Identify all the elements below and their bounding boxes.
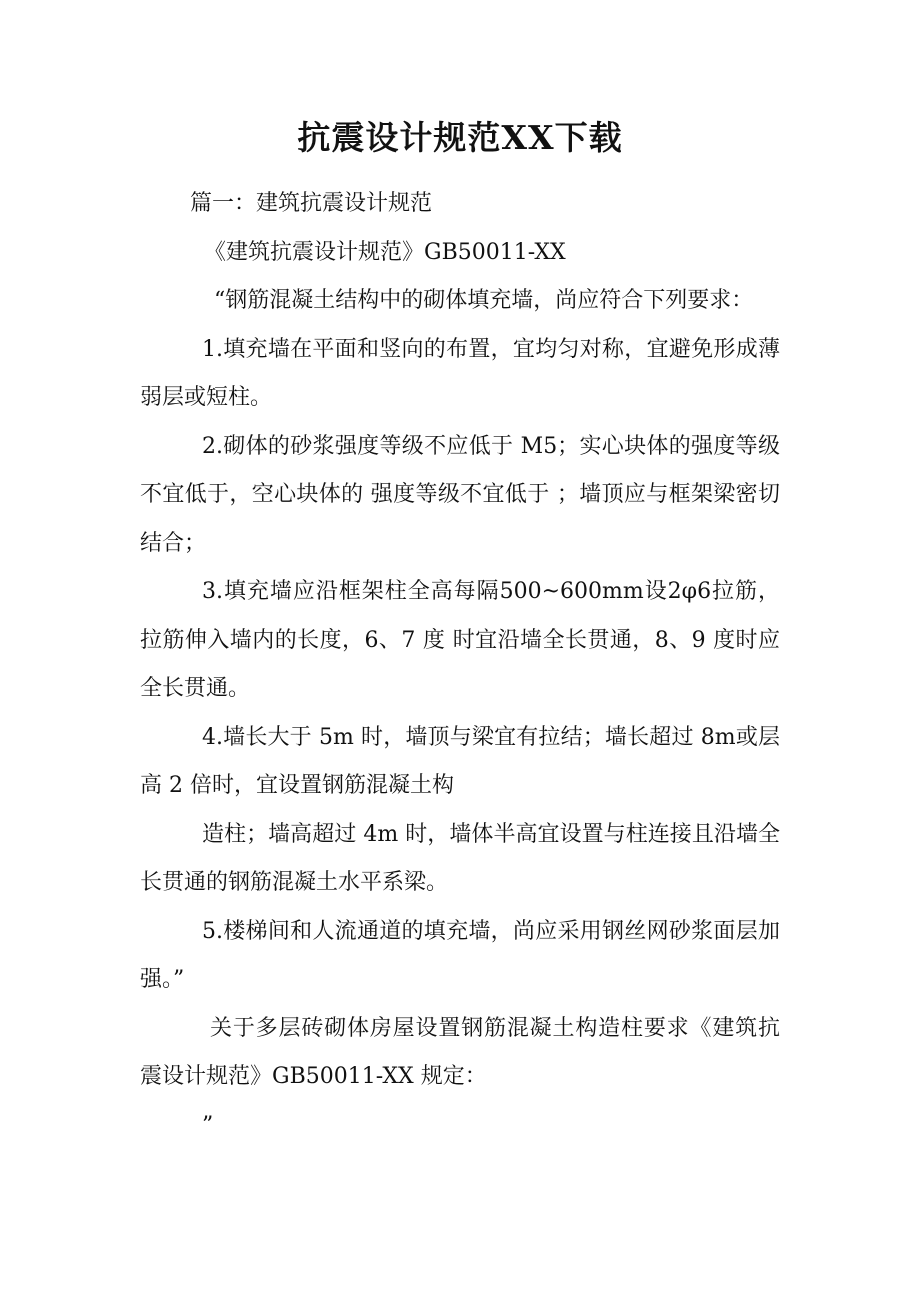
requirement-item-4-continuation: 造柱；墙高超过 4m 时，墙体半高宜设置与柱连接且沿墙全长贯通的钢筋混凝土水平系梁。 <box>140 821 780 895</box>
quote-intro: “钢筋混凝土结构中的砌体填充墙，尚应符合下列要求： <box>214 288 754 313</box>
requirement-item-4: 4.墙长大于 5m 时，墙顶与梁宜有拉结；墙长超过 8m或层高 2 倍时，宜设置钢筋混凝土构 <box>140 724 780 798</box>
document-title: 抗震设计规范XX下载 <box>297 118 623 157</box>
document-body <box>140 180 780 1150</box>
requirement-item-2: 2.砌体的砂浆强度等级不应低于 M5；实心块体的强度等级不宜低于，空心块体的 强度等级不宜低于 ；墙顶应与框架梁密切结合； <box>140 433 780 556</box>
standard-reference: 《建筑抗震设计规范》GB50011-XX <box>204 239 566 265</box>
closing-quote-mark: ” <box>202 1112 214 1138</box>
about-paragraph: 关于多层砖砌体房屋设置钢筋混凝土构造柱要求《建筑抗震设计规范》GB50011-XX 规定： <box>140 1015 780 1089</box>
requirement-item-5: 5.楼梯间和人流通道的填充墙，尚应采用钢丝网砂浆面层加强。” <box>140 918 780 992</box>
requirement-item-3: 3.填充墙应沿框架柱全高每隔500~600mm设2φ6拉筋，拉筋伸入墙内的长度，6、7 度 时宜沿墙全长贯通，8、9 度时应全长贯通。 <box>140 579 780 701</box>
requirement-item-1: 1.填充墙在平面和竖向的布置，宜均匀对称，宜避免形成薄弱层或短柱。 <box>140 336 780 410</box>
section-heading: 篇一：建筑抗震设计规范 <box>190 191 433 216</box>
